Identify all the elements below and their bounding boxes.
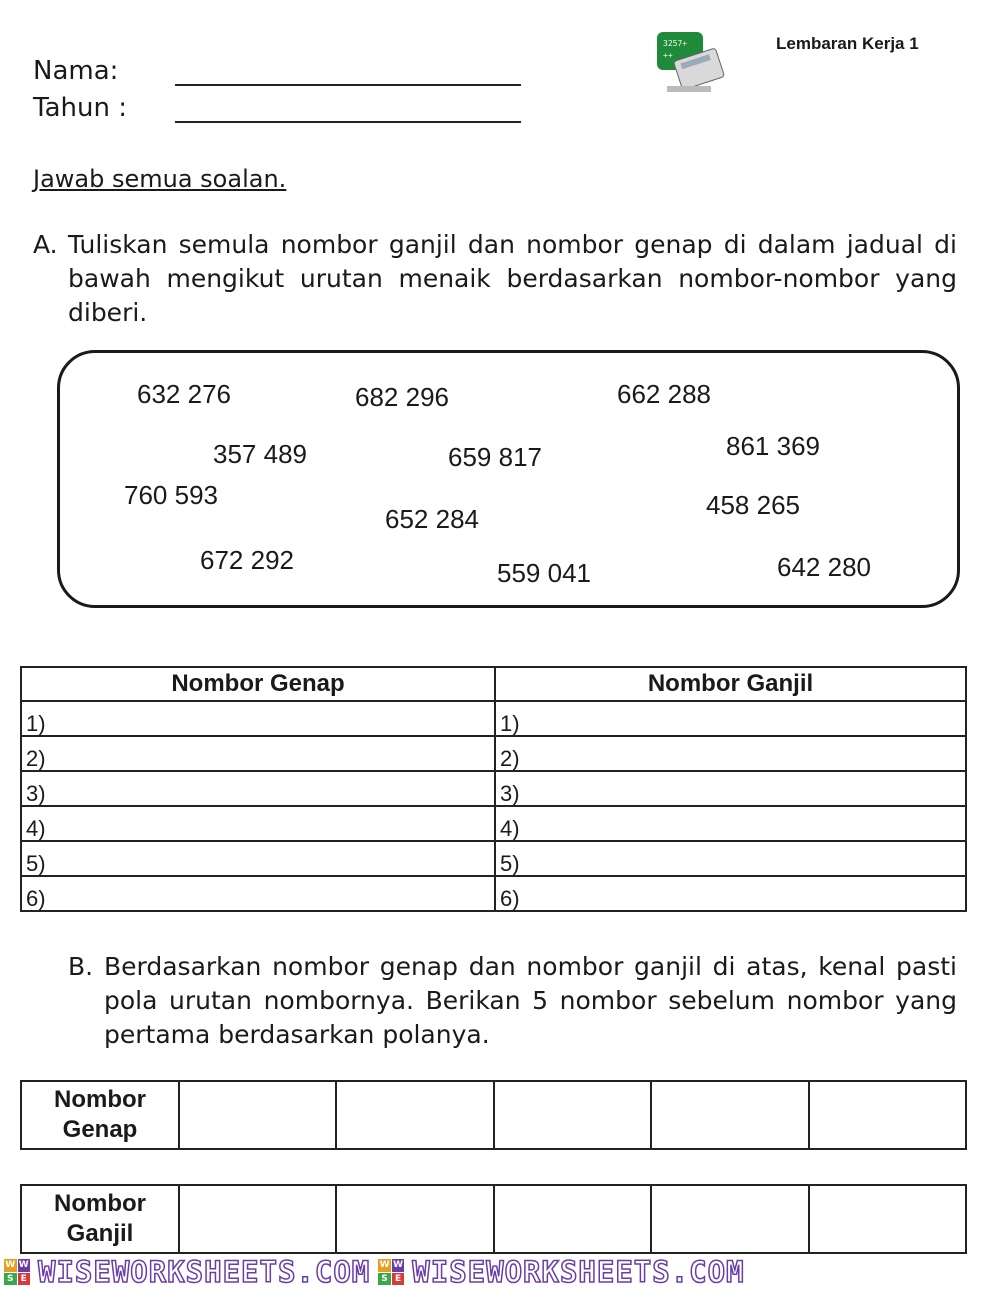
instruction-text: Jawab semua soalan. xyxy=(33,165,287,193)
odd-pattern-table xyxy=(20,1184,967,1254)
odd-cell[interactable]: 5) xyxy=(495,841,966,876)
calculator-icon xyxy=(655,28,731,96)
section-b-label: B. xyxy=(68,952,94,981)
table-row xyxy=(21,1185,966,1253)
watermark-logo-icon: W W S E xyxy=(379,1260,403,1284)
given-number: 659 817 xyxy=(448,442,542,472)
given-number: 861 369 xyxy=(726,431,820,461)
odd-cell[interactable]: 2) xyxy=(495,736,966,771)
given-number: 662 288 xyxy=(617,379,711,409)
odd-answer-cell[interactable] xyxy=(651,1185,808,1253)
watermark-text: WISEWORKSHEETS.COM xyxy=(38,1255,371,1289)
section-a-label: A. xyxy=(33,230,58,259)
even-answer-cell[interactable] xyxy=(494,1081,651,1149)
given-number: 760 593 xyxy=(124,480,218,510)
table-row xyxy=(21,876,966,911)
even-cell[interactable]: 3) xyxy=(21,771,495,806)
name-blank[interactable] xyxy=(175,84,521,86)
svg-text:3257+: 3257+ xyxy=(663,39,688,48)
given-number: 632 276 xyxy=(137,379,231,409)
even-cell[interactable]: 2) xyxy=(21,736,495,771)
name-label: Nama: xyxy=(33,56,119,86)
given-number: 652 284 xyxy=(385,504,479,534)
given-number: 672 292 xyxy=(200,545,294,575)
odd-cell[interactable]: 3) xyxy=(495,771,966,806)
odd-answer-cell[interactable] xyxy=(494,1185,651,1253)
given-number: 682 296 xyxy=(355,382,449,412)
table-row xyxy=(21,736,966,771)
odd-answer-cell[interactable] xyxy=(809,1185,966,1253)
table-row xyxy=(21,701,966,736)
odd-answer-cell[interactable] xyxy=(179,1185,336,1253)
odd-cell[interactable]: 6) xyxy=(495,876,966,911)
odd-answer-cell[interactable] xyxy=(336,1185,493,1253)
even-column-header: Nombor Genap xyxy=(21,667,495,701)
even-answer-cell[interactable] xyxy=(651,1081,808,1149)
table-row xyxy=(21,841,966,876)
table-row xyxy=(21,771,966,806)
odd-cell[interactable]: 4) xyxy=(495,806,966,841)
watermark-bar xyxy=(0,1254,1000,1290)
svg-text:++: ++ xyxy=(663,51,673,60)
even-cell[interactable]: 4) xyxy=(21,806,495,841)
watermark-text: WISEWORKSHEETS.COM xyxy=(412,1255,745,1289)
given-number: 642 280 xyxy=(777,552,871,582)
given-number: 357 489 xyxy=(213,439,307,469)
even-odd-table xyxy=(20,666,967,912)
watermark-logo-icon: W W S E xyxy=(5,1260,29,1284)
odd-column-header: Nombor Ganjil xyxy=(495,667,966,701)
given-number: 559 041 xyxy=(497,558,591,588)
given-number: 458 265 xyxy=(706,490,800,520)
even-cell[interactable]: 5) xyxy=(21,841,495,876)
table-row xyxy=(21,806,966,841)
even-cell[interactable]: 1) xyxy=(21,701,495,736)
even-answer-cell[interactable] xyxy=(179,1081,336,1149)
odd-cell[interactable]: 1) xyxy=(495,701,966,736)
even-pattern-table xyxy=(20,1080,967,1150)
year-blank[interactable] xyxy=(175,121,521,123)
year-label: Tahun : xyxy=(33,93,127,123)
even-answer-cell[interactable] xyxy=(336,1081,493,1149)
section-b-text: Berdasarkan nombor genap dan nombor ganjil di atas, kenal pasti pola urutan nombornya. Berikan 5 nombor sebelum nombor yang pertama berdasarkan polanya. xyxy=(104,952,957,1049)
table-row xyxy=(21,1081,966,1149)
even-pattern-label: Nombor Genap xyxy=(21,1081,179,1149)
sheet-title: Lembaran Kerja 1 xyxy=(776,34,919,53)
even-answer-cell[interactable] xyxy=(809,1081,966,1149)
even-cell[interactable]: 6) xyxy=(21,876,495,911)
odd-pattern-label: Nombor Ganjil xyxy=(21,1185,179,1253)
section-a-text: Tuliskan semula nombor ganjil dan nombor genap di dalam jadual di bawah mengikut urutan menaik berdasarkan nombor-nombor yang diberi. xyxy=(68,230,957,327)
